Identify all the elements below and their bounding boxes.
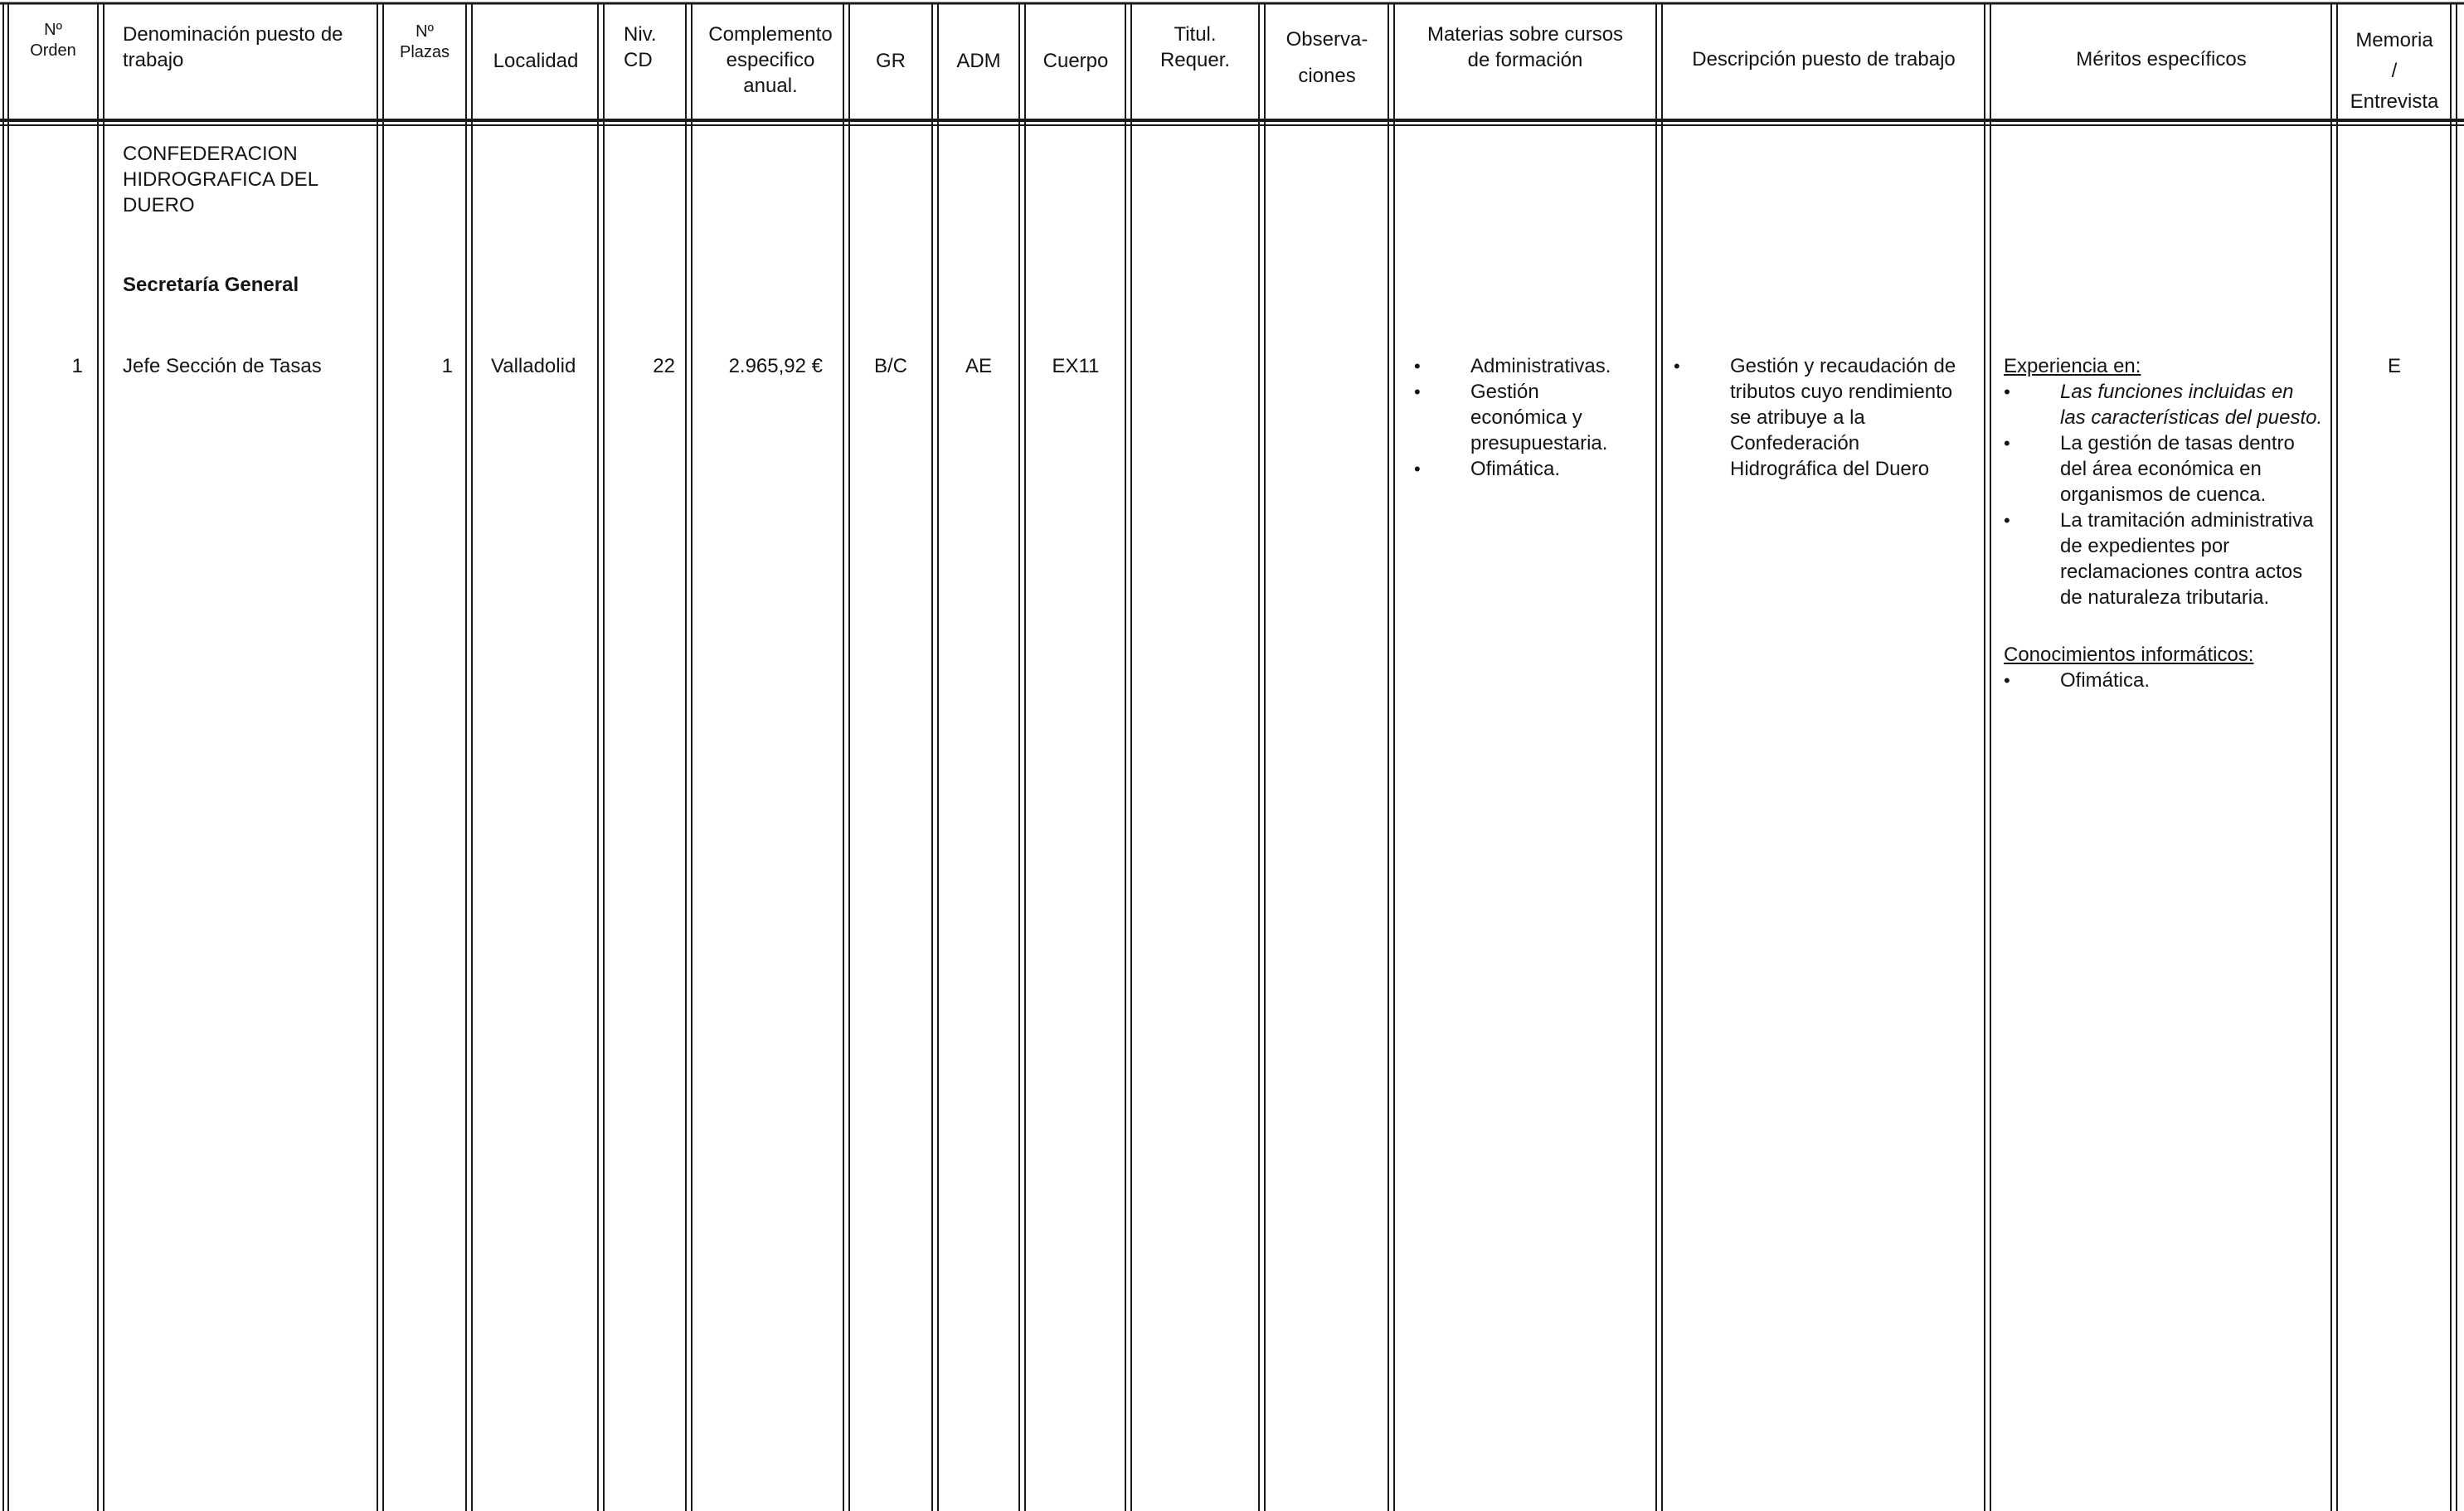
header-plazas-line2: Plazas [399,43,450,61]
row-cuerpo: EX11 [1052,355,1100,377]
materias-item: • Administrativas. [1414,353,1638,379]
row-nivcd: 22 [653,355,675,377]
header-plazas [386,22,463,63]
row-memoria: E [2387,355,2401,377]
header-orden [10,20,96,61]
header-nivcd [624,22,683,73]
materias-item: • Ofimática. [1414,456,1638,482]
header-materias [1396,22,1655,73]
header-nivcd-line1: Niv. [624,23,657,46]
meritos-experiencia-title: Experiencia en: [2004,355,2141,377]
header-cuerpo: Cuerpo [1042,50,1109,72]
header-complemento [693,22,848,99]
header-descripcion: Descripción puesto de trabajo [1692,48,1956,70]
header-observaciones-line1: Observa- [1285,28,1368,51]
row-descripcion [1674,353,1968,482]
header-titul [1133,22,1257,73]
header-memoria [2339,25,2450,117]
row-orden: 1 [71,355,83,377]
header-materias-line1: Materias sobre cursos [1426,23,1624,46]
header-denominacion: Denominación puesto de trabajo [123,23,343,71]
header-complemento-line2: especifico [726,49,815,71]
row-complemento: 2.965,92 € [728,355,823,377]
header-orden-line2: Orden [30,41,76,60]
header-materias-line2: de formación [1467,49,1583,71]
header-complemento-line3: anual. [743,75,798,97]
header-adm: ADM [956,50,1001,72]
descripcion-item: • Gestión y recaudación de tributos cuyo rendimiento se atribuye a la Confederación Hidrográfica del Duero [1674,353,1968,482]
header-nivcd-line2: CD [624,49,653,71]
row-denominacion: Jefe Sección de Tasas [123,355,322,377]
header-titul-line2: Requer. [1159,49,1231,71]
row-materias [1414,353,1638,482]
meritos-conocimientos-item: • Ofimática. [2004,668,2323,693]
header-memoria-line2: / [2391,60,2398,82]
org-name-line3: DUERO [123,194,195,216]
header-observaciones-line2: ciones [1298,65,1356,87]
meritos-conocimientos-title: Conocimientos informáticos: [2004,644,2254,666]
meritos-experiencia-item: • La gestión de tasas dentro del área económica en organismos de cuenca. [2004,430,2323,508]
header-memoria-line1: Memoria [2355,29,2433,51]
header-memoria-line3: Entrevista [2350,90,2439,113]
header-orden-line1: Nº [44,21,62,39]
row-localidad: Valladolid [491,355,576,377]
header-complemento-line1: Complemento [708,23,833,46]
header-plazas-line1: Nº [416,22,434,41]
row-adm: AE [965,355,992,377]
header-localidad: Localidad [493,50,579,72]
org-name-line2: HIDROGRAFICA DEL [123,168,319,191]
meritos-experiencia-item: • La tramitación administrativa de expedientes por reclamaciones contra actos de naturaleza tributaria. [2004,508,2323,610]
org-unit: Secretaría General [123,274,299,296]
org-name-line1: CONFEDERACION [123,143,298,165]
header-gr: GR [876,50,906,72]
row-gr: B/C [873,355,907,377]
materias-item: • Gestión económica y presupuestaria. [1414,379,1638,456]
org-name [123,141,372,218]
row-plazas: 1 [441,355,453,377]
meritos-experiencia-item: • Las funciones incluidas en las características del puesto. [2004,379,2323,430]
header-observaciones [1266,22,1388,95]
row-meritos [2004,353,2323,693]
header-meritos: Méritos específicos [2076,48,2247,70]
header-titul-line1: Titul. [1174,23,1217,46]
